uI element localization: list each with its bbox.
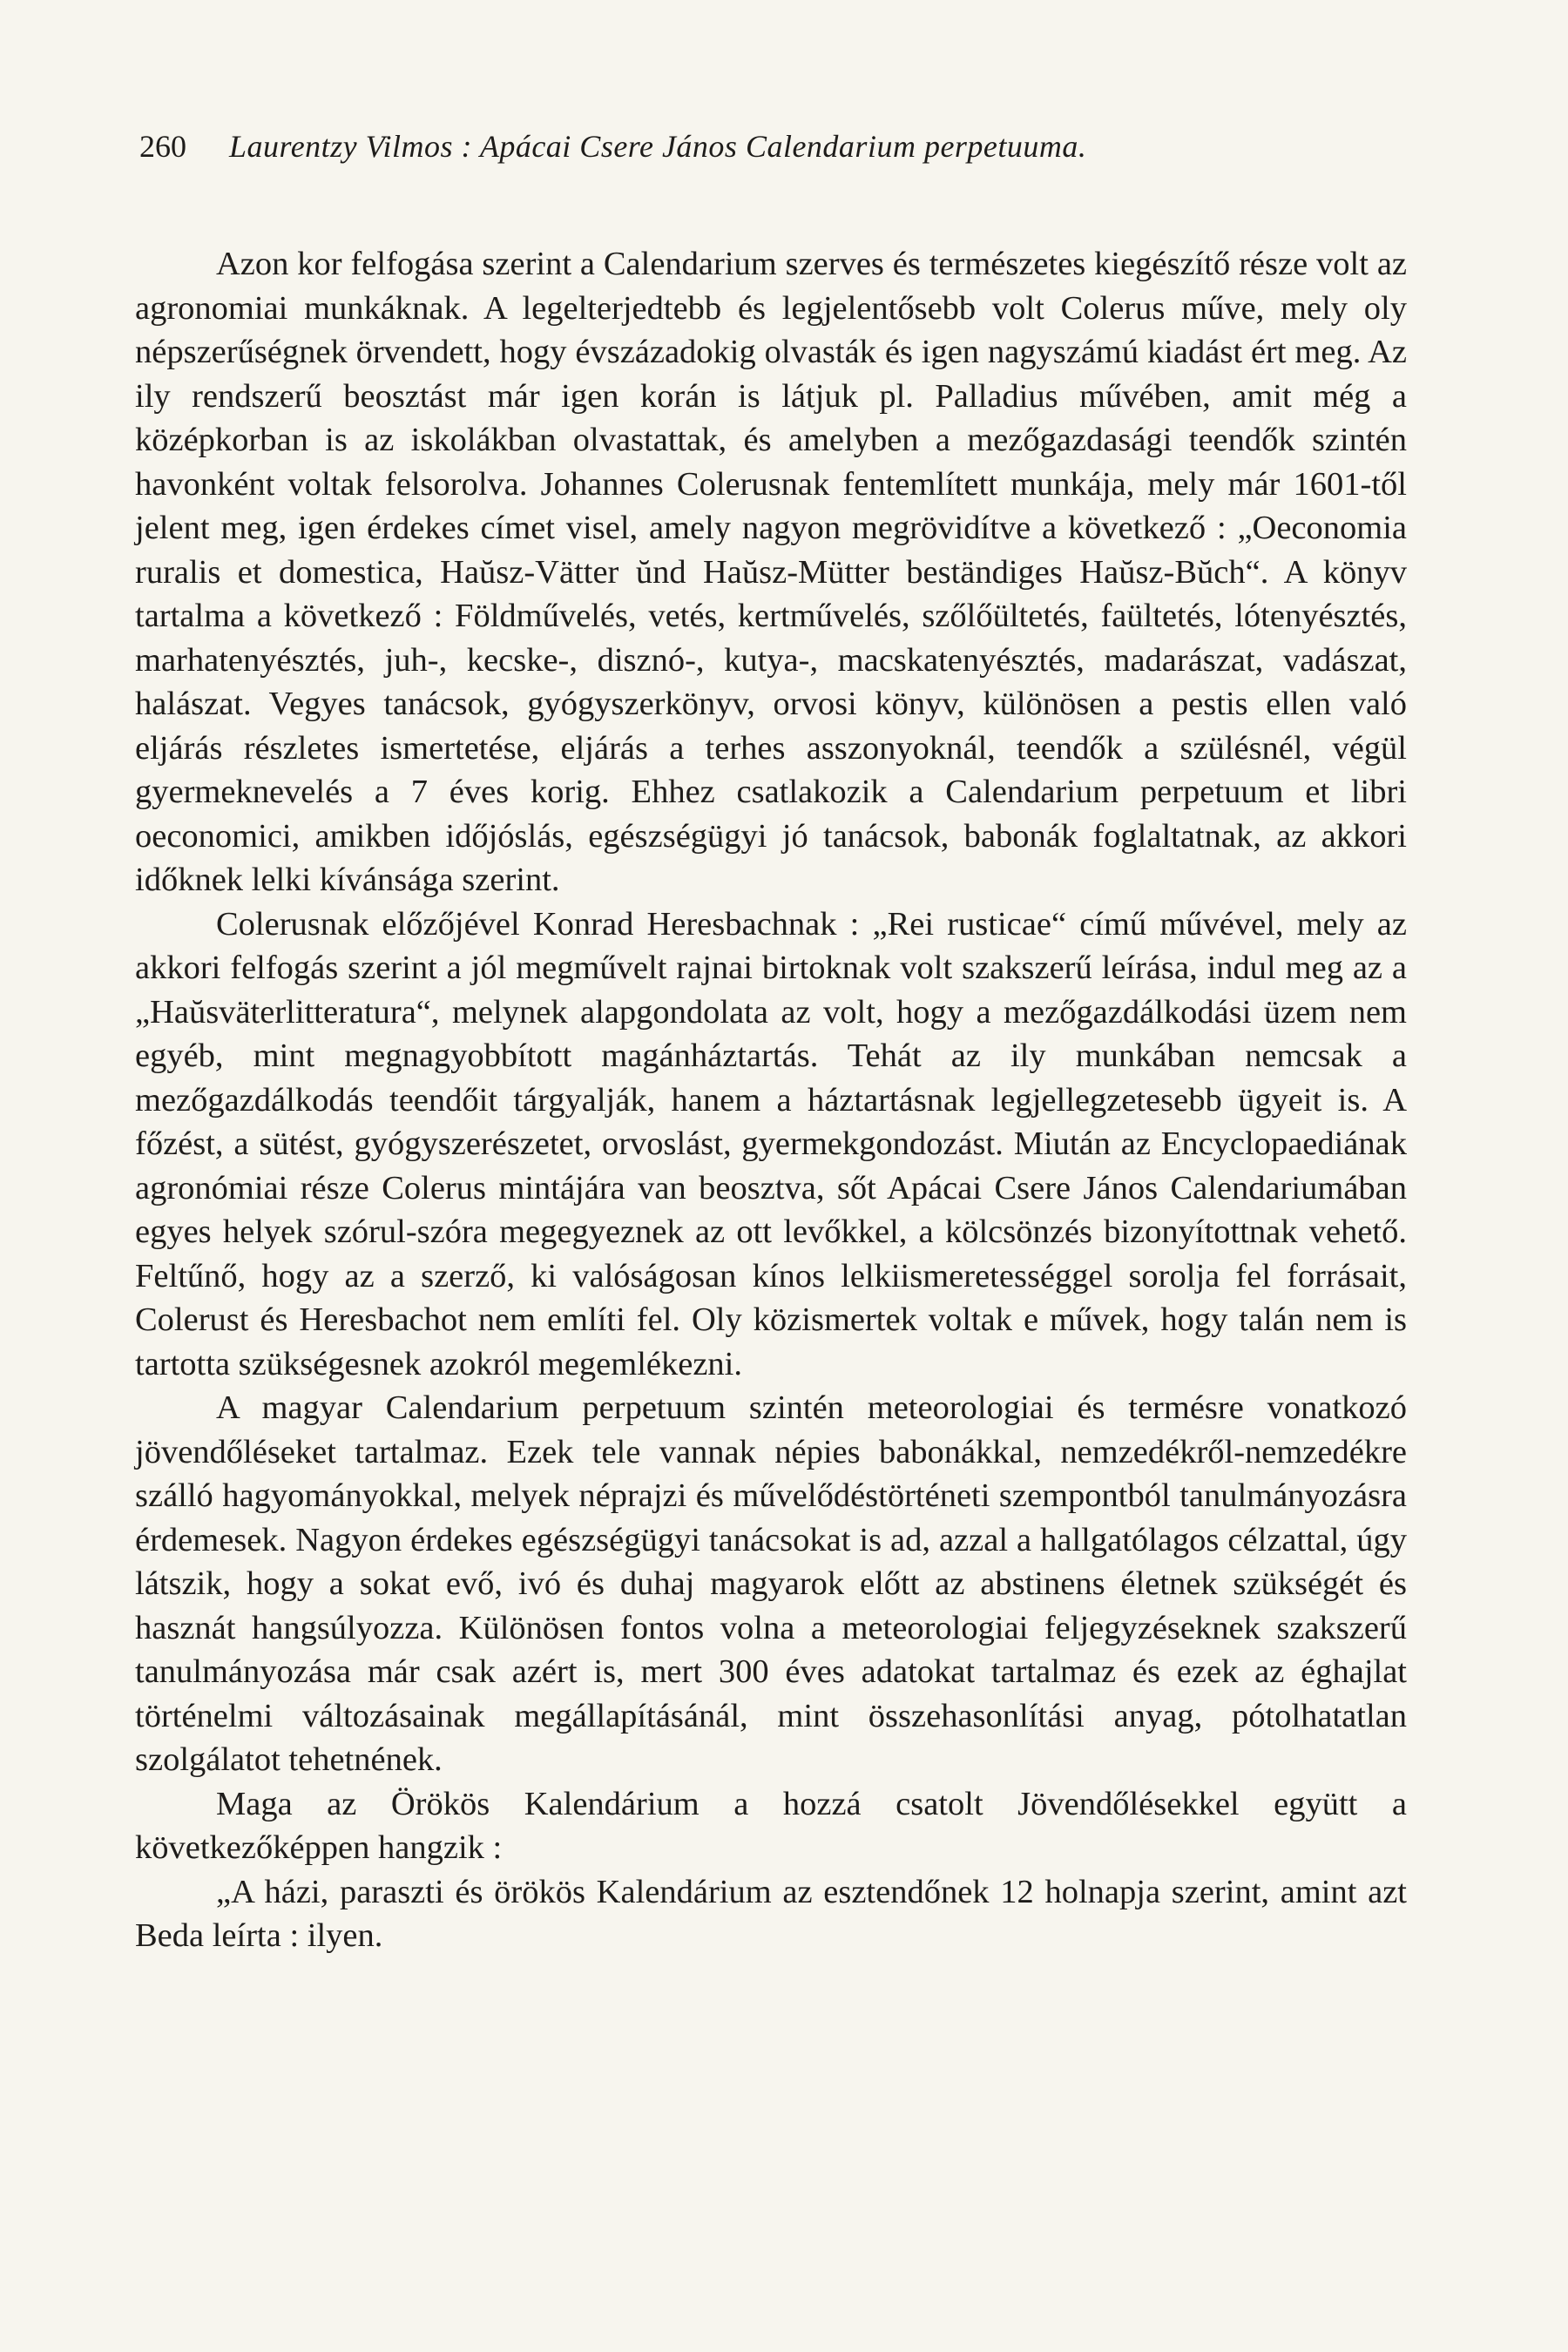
- paragraph-3: A magyar Calendarium perpetuum szintén meteorologiai és termésre vonatkozó jövendőléseket tartalmaz. Ezek tele vannak népies babonákkal, nemzedékről-nemzedékre szálló hagyományokkal, melyek néprajzi és művelődéstörténeti szempontból tanulmányozásra érdemesek. Nagyon érdekes egészségügyi tanácsokat is ad, azzal a hallgatólagos célzattal, úgy látszik, hogy a sokat evő, ivó és duhaj magyarok előtt az abstinens életnek szükségét és hasznát hangsúlyozza. Különösen fontos volna a meteorologiai feljegyzéseknek szakszerű tanulmányozása már csak azért is, mert 300 éves adatokat tartalmaz és ezek az éghajlat történelmi változásainak megállapításánál, mint összehasonlítási anyag, pótolhatatlan szolgálatot tehetnének.: [135, 1389, 1407, 1778]
- paragraph-4: Maga az Örökös Kalendárium a hozzá csatolt Jövendőlésekkel együtt a következőképpen hangzik :: [135, 1785, 1407, 1866]
- paragraph-1: Azon kor felfogása szerint a Calendarium szerves és természetes kiegészítő része volt az agronomiai munkáknak. A legelterjedtebb és legjelentősebb volt Colerus műve, mely oly népszerűségnek örvendett, hogy évszázadokig olvasták és igen nagyszámú kiadást ért meg. Az ily rendszerű beosztást már igen korán is látjuk pl. Palladius művében, amit még a középkorban is az iskolákban olvastattak, és amelyben a mezőgazdasági teendők szintén havonként voltak felsorolva. Johannes Colerusnak fentemlített munkája, mely már 1601-től jelent meg, igen érdekes címet visel, amely nagyon megrövidítve a következő : „Oeconomia ruralis et domestica, Haŭsz-Vätter ŭnd Haŭsz-Mütter beständiges Haŭsz-Bŭch“. A könyv tartalma a következő : Földművelés, vetés, kertművelés, szőlőültetés, faültetés, lótenyésztés, marhatenyésztés, juh-, kecske-, disznó-, kutya-, macskatenyésztés, madarászat, vadászat, halászat. Vegyes tanácsok, gyógyszerkönyv, orvosi könyv, különösen a pestis ellen való eljárás részletes ismertetése, eljárás a terhes asszonyoknál, teendők a szülésnél, végül gyermeknevelés a 7 éves korig. Ehhez csatlakozik a Calendarium perpetuum et libri oeconomici, amikben időjóslás, egészségügyi jó tanácsok, babonák foglaltatnak, az akkori időknek lelki kívánsága szerint.: [135, 246, 1407, 898]
- running-head: [139, 127, 1411, 166]
- paragraph-5: „A házi, paraszti és örökös Kalendárium az esztendőnek 12 holnapja szerint, amint azt Beda leírta : ilyen.: [135, 1873, 1407, 1954]
- page-number: 260: [139, 129, 186, 164]
- paragraph-2: Colerusnak előzőjével Konrad Heresbachnak : „Rei rusticae“ című művével, mely az akkori felfogás szerint a jól megművelt rajnai birtoknak volt szakszerű leírása, indul meg az a „Haŭsväterlitteratura“, melynek alapgondolata az volt, hogy a mezőgazdálkodási üzem nem egyéb, mint megnagyobbított magánháztartás. Tehát az ily munkában nemcsak a mezőgazdálkodás teendőit tárgyalják, hanem a háztartásnak legjellegzetesebb ügyeit is. A főzést, a sütést, gyógyszerészetet, orvoslást, gyermekgondozást. Miután az Encyclopaediának agronómiai része Colerus mintájára van beosztva, sőt Apácai Csere János Calendariumában egyes helyek szórul-szóra megegyeznek az ott levőkkel, a kölcsönzés bizonyítottnak vehető. Feltűnő, hogy az a szerző, ki valóságosan kínos lelkiismeretességgel sorolja fel forrásait, Colerust és Heresbachot nem említi fel. Oly közismertek voltak e művek, hogy talán nem is tartotta szükségesnek azokról megemlékezni.: [135, 905, 1407, 1382]
- running-title: Laurentzy Vilmos : Apácai Csere János Calendarium perpetuuma.: [229, 129, 1087, 164]
- body-text: [135, 242, 1407, 1958]
